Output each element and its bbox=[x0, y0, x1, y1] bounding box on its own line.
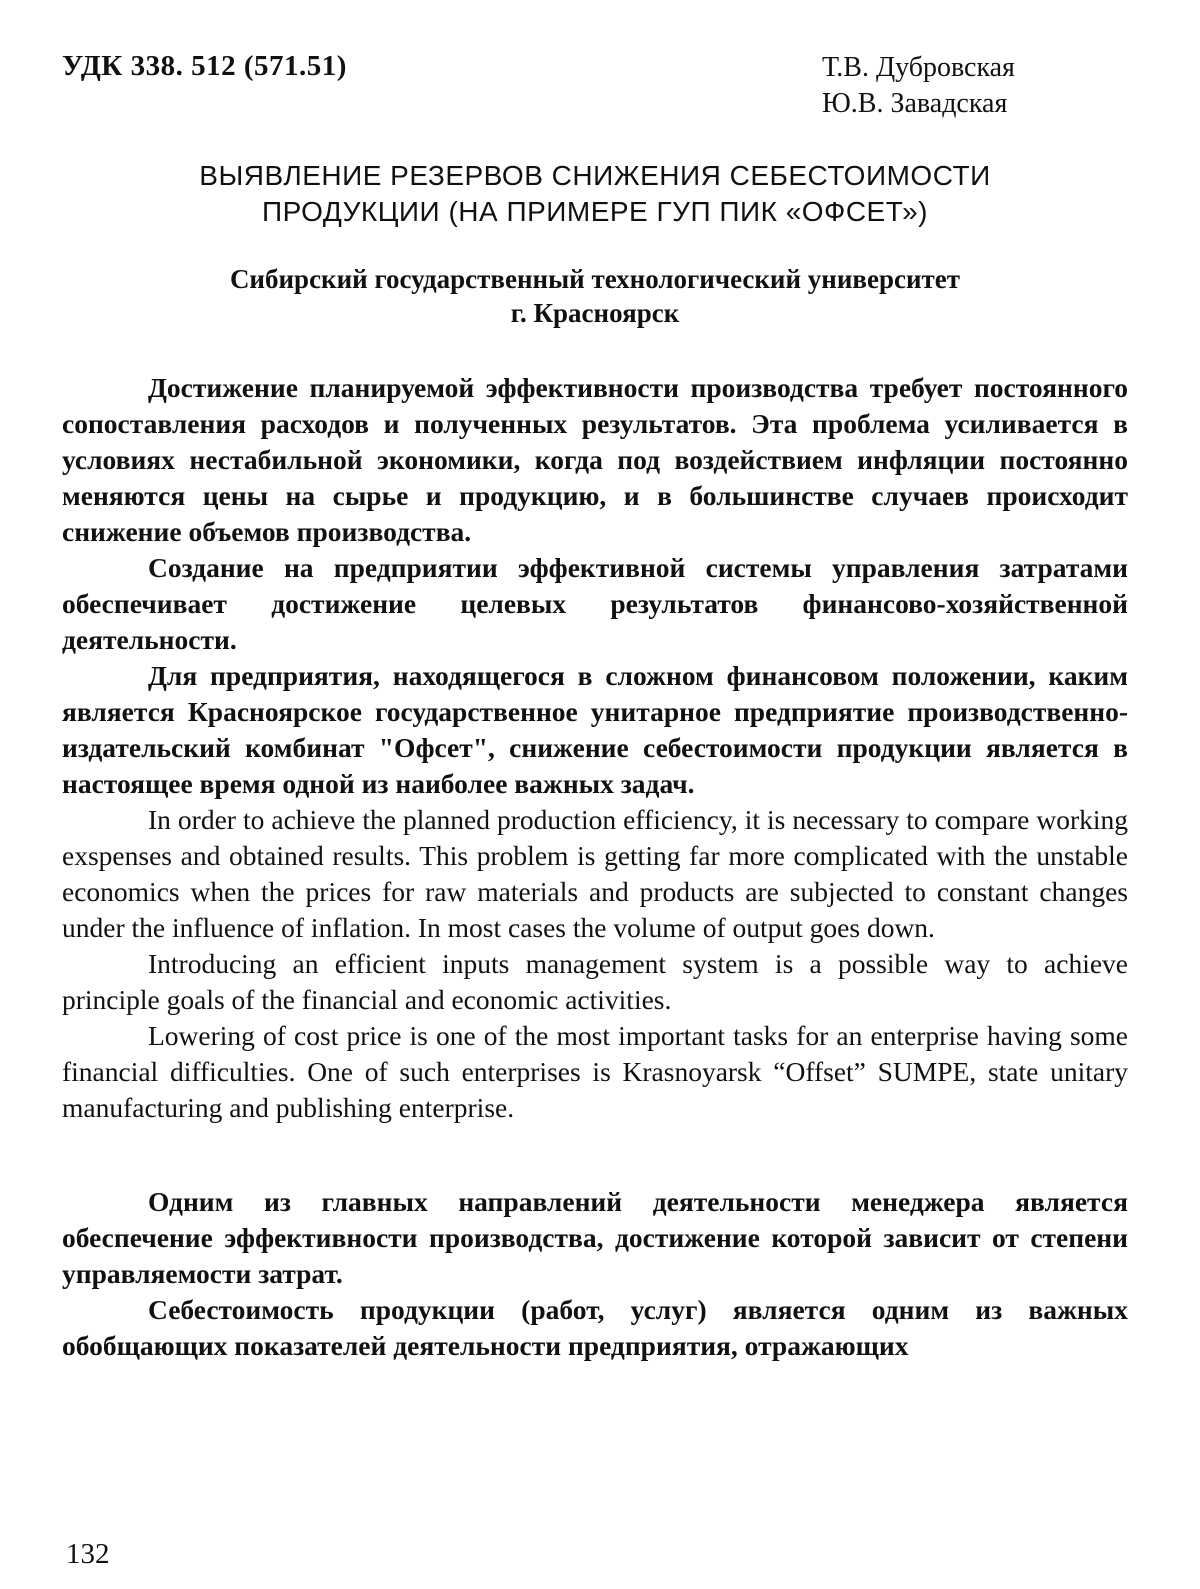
affiliation bbox=[62, 262, 1128, 330]
title-line: ПРОДУКЦИИ (НА ПРИМЕРЕ ГУП ПИК «ОФСЕТ») bbox=[261, 196, 929, 227]
abstract-russian bbox=[62, 370, 1128, 802]
abstract-paragraph: Для предприятия, находящегося в сложном финансовом положении, каким является Красноярское государственное унитарное предприятие производственно-издательский комбинат "Офсет", снижение себестоимости продукции является в настоящее время одной из наиболее важных задач. bbox=[62, 660, 1128, 799]
title-line: ВЫЯВЛЕНИЕ РЕЗЕРВОВ СНИЖЕНИЯ СЕБЕСТОИМОСТИ bbox=[199, 160, 991, 191]
body-paragraph: Одним из главных направлений деятельности менеджера является обеспечение эффективности производства, достижение которой зависит от степени управляемости затрат. bbox=[62, 1186, 1128, 1289]
abstract-paragraph: Introducing an efficient inputs management system is a possible way to achieve principle goals of the financial and economic activities. bbox=[62, 948, 1128, 1015]
udk-code: УДК 338. 512 (571.51) bbox=[62, 50, 347, 82]
body-paragraph: Себестоимость продукции (работ, услуг) является одним из важных обобщающих показателей деятельности предприятия, отражающих bbox=[62, 1294, 1128, 1361]
author-name: Ю.В. Завадская bbox=[822, 88, 1008, 119]
abstract-paragraph: In order to achieve the planned production efficiency, it is necessary to compare working exspenses and obtained results. This problem is getting far more complicated with the unstable economics when the prices for raw materials and products are subjected to constant changes under the influence of inflation. In most cases the volume of output goes down. bbox=[62, 804, 1128, 943]
abstract-english bbox=[62, 802, 1128, 1126]
abstract-paragraph: Создание на предприятии эффективной системы управления затратами обеспечивает достижение целевых результатов финансово-хозяйственной деятельности. bbox=[62, 552, 1128, 655]
page-number: 132 bbox=[66, 1538, 110, 1570]
article-title bbox=[62, 158, 1128, 230]
city-name: г. Красноярск bbox=[510, 298, 680, 328]
university-name: Сибирский государственный технологический университет bbox=[229, 264, 961, 294]
author-name: Т.В. Дубровская bbox=[822, 52, 1015, 83]
section-gap bbox=[62, 1126, 1128, 1184]
abstract-paragraph: Lowering of cost price is one of the most important tasks for an enterprise having some financial difficulties. One of such enterprises is Krasnoyarsk “Offset” SUMPE, state unitary manufacturing and publishing enterprise. bbox=[62, 1020, 1128, 1123]
page bbox=[62, 40, 1128, 1364]
abstract-paragraph: Достижение планируемой эффективности производства требует постоянного сопоставления расходов и полученных результатов. Эта проблема усиливается в условиях нестабильной экономики, когда под воздействием инфляции постоянно меняются цены на сырье и продукцию, и в большинстве случаев происходит снижение объемов производства. bbox=[62, 372, 1128, 547]
header bbox=[62, 40, 1128, 120]
authors bbox=[822, 50, 1015, 122]
body-text bbox=[62, 1184, 1128, 1364]
